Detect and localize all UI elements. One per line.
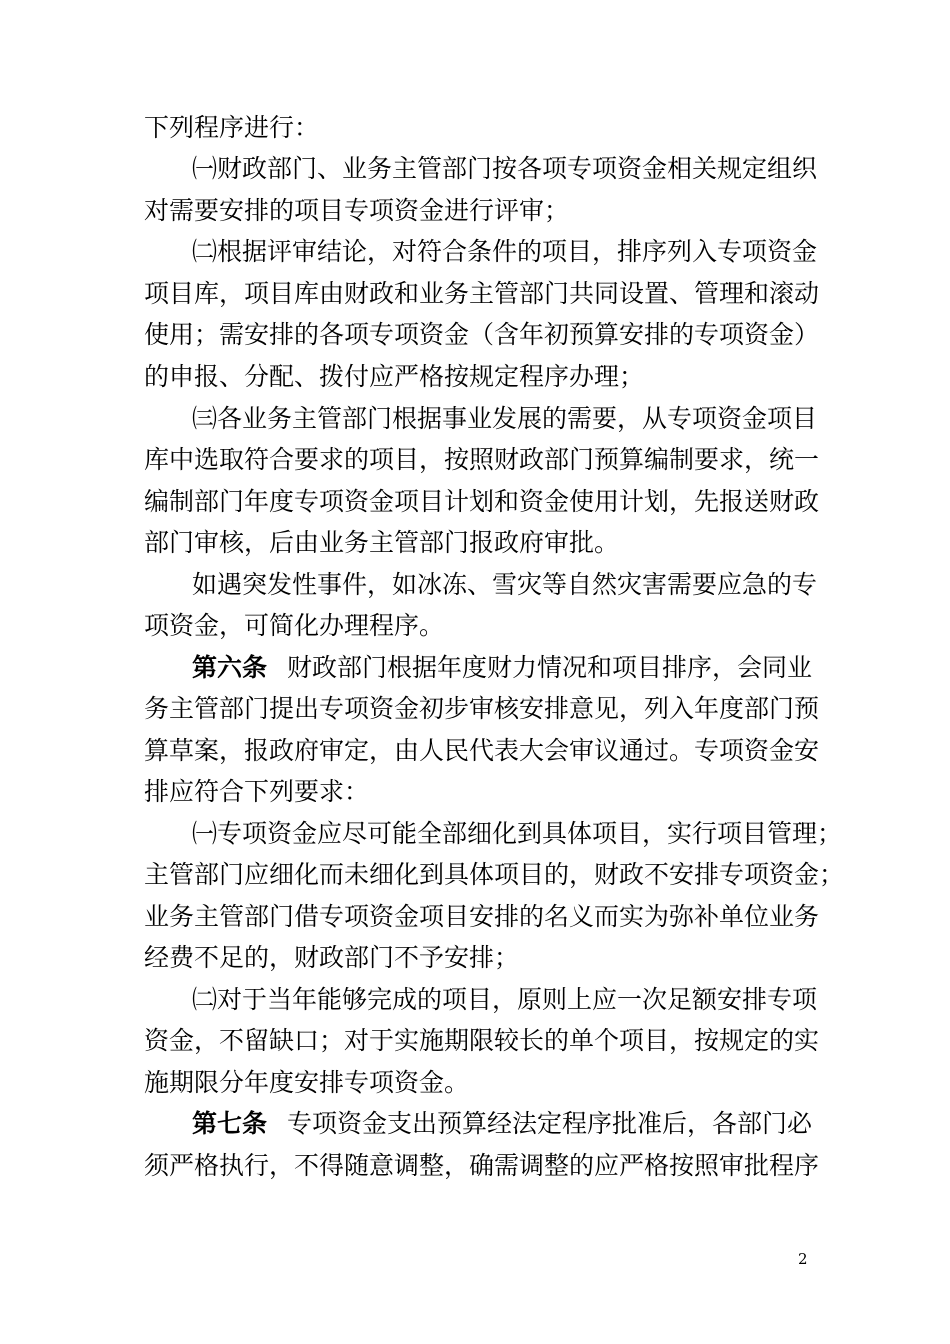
line-text: 资金，不留缺口；对于实施期限较长的单个项目，按规定的实	[144, 1026, 820, 1055]
line-text: 财政部门根据年度财力情况和项目排序，会同业	[287, 653, 813, 682]
page-number: 2	[798, 1250, 808, 1268]
text-line	[144, 486, 950, 518]
text-line	[144, 361, 950, 393]
text-line	[144, 319, 950, 351]
list-item-3	[192, 403, 950, 435]
list-item-2	[192, 236, 950, 268]
text-line	[144, 1150, 950, 1182]
article-heading: 第七条	[192, 1109, 268, 1138]
text-line	[144, 693, 950, 725]
text-line	[144, 278, 950, 310]
line-text: ㈢各业务主管部门根据事业发展的需要，从专项资金项目	[192, 404, 818, 433]
article-6-line	[192, 652, 950, 684]
text-line	[144, 776, 950, 808]
article-7-line	[192, 1108, 950, 1140]
text-line	[144, 610, 950, 642]
line-text: 下列程序进行：	[144, 113, 320, 142]
line-text: 业务主管部门借专项资金项目安排的名义而实为弥补单位业务	[144, 902, 820, 931]
list-item-1	[192, 153, 950, 185]
text-line	[144, 942, 950, 974]
line-text: ㈡对于当年能够完成的项目，原则上应一次足额安排专项	[192, 985, 818, 1014]
text-line	[144, 112, 950, 144]
line-text: ㈡根据评审结论，对符合条件的项目，排序列入专项资金	[192, 237, 818, 266]
text-line	[144, 859, 950, 891]
list-item-1	[192, 818, 950, 850]
line-text: 经费不足的，财政部门不予安排；	[144, 943, 520, 972]
text-line	[144, 901, 950, 933]
line-text: 算草案，报政府审定，由人民代表大会审议通过。专项资金安	[144, 736, 820, 765]
text-line	[144, 735, 950, 767]
text-line	[144, 195, 950, 227]
line-text: ㈠财政部门、业务主管部门按各项专项资金相关规定组织	[192, 154, 818, 183]
paragraph-start	[192, 569, 950, 601]
line-text: 项资金，可简化办理程序。	[144, 611, 445, 640]
line-text: 须严格执行，不得随意调整，确需调整的应严格按照审批程序	[144, 1151, 820, 1180]
line-text: 库中选取符合要求的项目，按照财政部门预算编制要求，统一	[144, 445, 820, 474]
line-text: 务主管部门提出专项资金初步审核安排意见，列入年度部门预	[144, 694, 820, 723]
line-text: 编制部门年度专项资金项目计划和资金使用计划，先报送财政	[144, 487, 820, 516]
line-text: 专项资金支出预算经法定程序批准后，各部门必	[287, 1109, 813, 1138]
line-text: 排应符合下列要求：	[144, 777, 370, 806]
list-item-2	[192, 984, 950, 1016]
text-line	[144, 527, 950, 559]
line-text: 施期限分年度安排专项资金。	[144, 1068, 470, 1097]
text-line	[144, 444, 950, 476]
text-line	[144, 1067, 950, 1099]
line-text: 使用；需安排的各项专项资金（含年初预算安排的专项资金）	[144, 320, 820, 349]
line-text: 对需要安排的项目专项资金进行评审；	[144, 196, 570, 225]
line-text: 部门审核，后由业务主管部门报政府审批。	[144, 528, 620, 557]
article-heading: 第六条	[192, 653, 268, 682]
line-text: ㈠专项资金应尽可能全部细化到具体项目，实行项目管理；	[192, 819, 843, 848]
text-line	[144, 1025, 950, 1057]
line-text: 主管部门应细化而未细化到具体项目的，财政不安排专项资金；	[144, 860, 845, 889]
line-text: 项目库，项目库由财政和业务主管部门共同设置、管理和滚动	[144, 279, 820, 308]
line-text: 如遇突发性事件，如冰冻、雪灾等自然灾害需要应急的专	[192, 570, 818, 599]
line-text: 的申报、分配、拨付应严格按规定程序办理；	[144, 362, 645, 391]
